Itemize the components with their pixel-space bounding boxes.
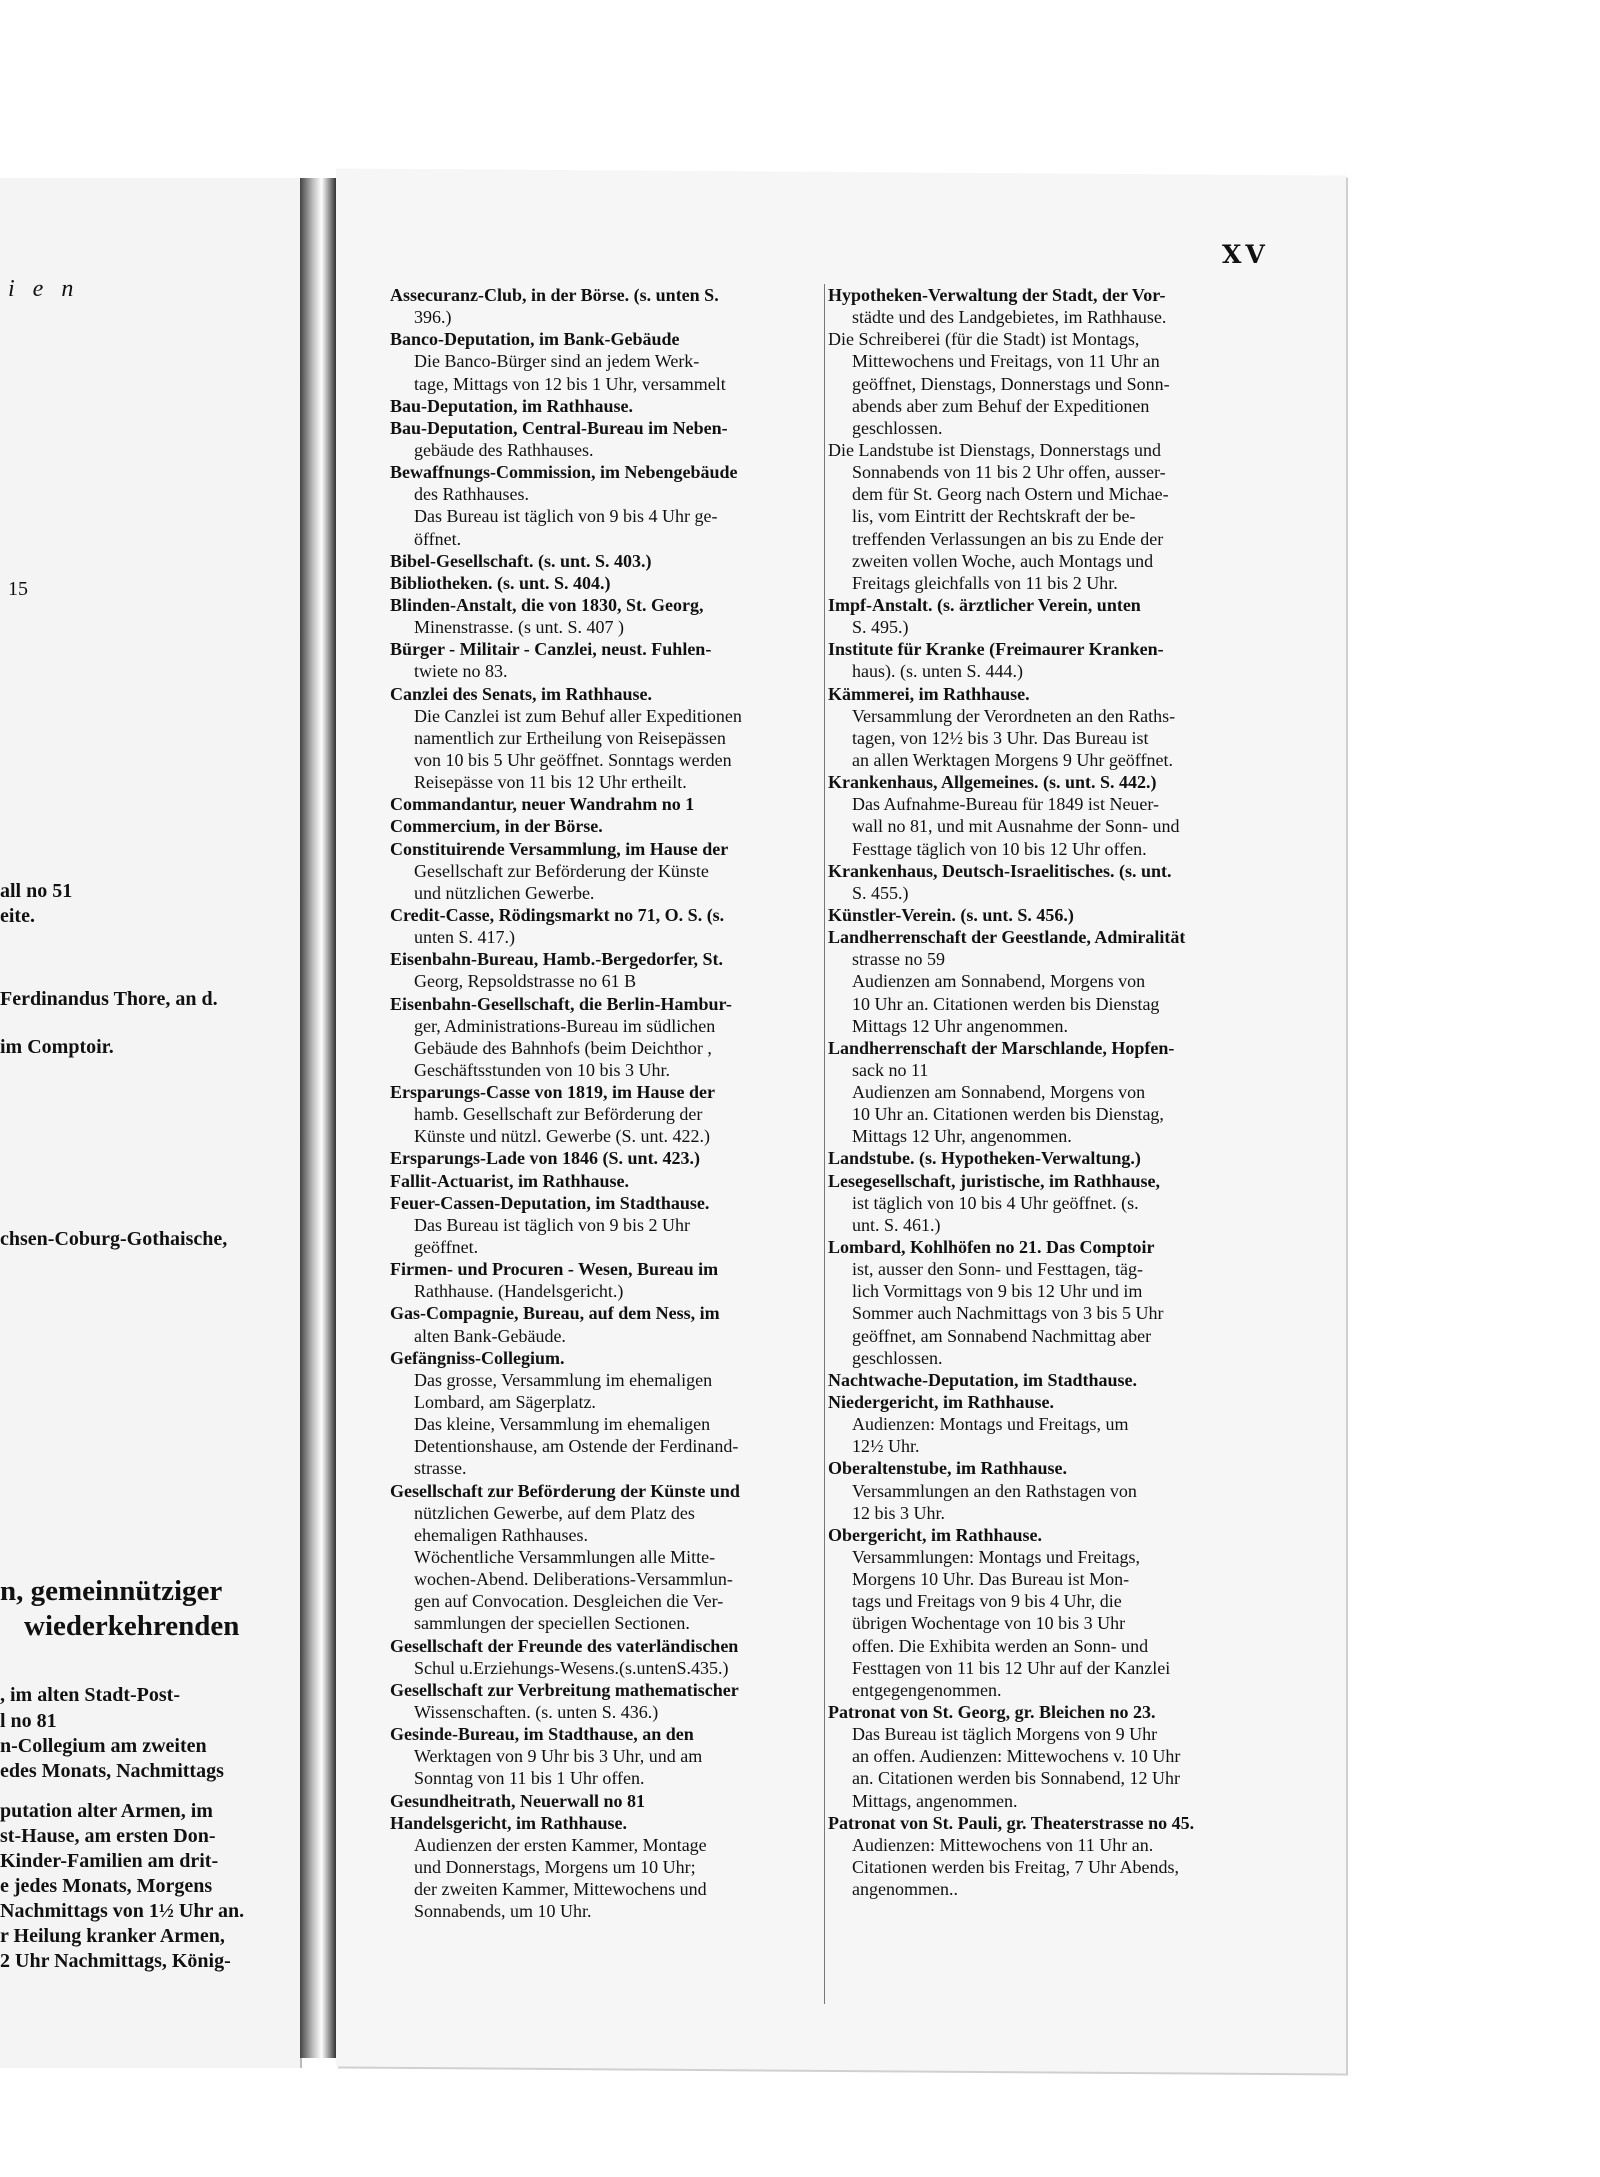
directory-line: Mittags 12 Uhr, angenommen. [852, 1126, 1072, 1147]
directory-entry-heading: Ersparungs-Lade von 1846 (S. unt. 423.) [390, 1148, 701, 1169]
directory-line: ger, Administrations-Bureau im südlichen [414, 1015, 716, 1036]
directory-line: 10 Uhr an. Citationen werden bis Dienstag, [852, 1104, 1164, 1125]
directory-entry-heading: Impf-Anstalt. (s. ärztlicher Verein, unten [828, 594, 1141, 615]
directory-line: Audienzen am Sonnabend, Morgens von [852, 1082, 1146, 1103]
directory-line: wochen-Abend. Deliberations-Versammlun- [414, 1569, 733, 1590]
directory-line: 12 bis 3 Uhr. [852, 1502, 946, 1523]
directory-line: Audienzen am Sonnabend, Morgens von [852, 971, 1146, 992]
directory-entry-heading: Gesinde-Bureau, im Stadthause, an den [390, 1724, 694, 1745]
left-page-line: im Comptoir. [0, 1036, 114, 1058]
left-page-line: eite. [0, 905, 35, 927]
directory-line: Citationen werden bis Freitag, 7 Uhr Abends, [852, 1856, 1179, 1877]
left-page-line: i e n [8, 276, 80, 302]
directory-entry-heading: Bewaffnungs-Commission, im Nebengebäude [390, 462, 738, 483]
directory-line: 396.) [414, 307, 452, 328]
directory-entry-heading: Oberaltenstube, im Rathhause. [828, 1458, 1068, 1479]
directory-line: Freitags gleichfalls von 11 bis 2 Uhr. [852, 572, 1118, 593]
directory-line: Audienzen der ersten Kammer, Montage [414, 1834, 707, 1855]
directory-line: Das Bureau ist täglich von 9 bis 2 Uhr [414, 1214, 690, 1235]
directory-line: Die Banco-Bürger sind an jedem Werk- [414, 351, 700, 372]
left-page-line: st-Hause, am ersten Don- [0, 1825, 216, 1847]
directory-entry-heading: Constituirende Versammlung, im Hause der [390, 838, 729, 859]
directory-line: Audienzen: Montags und Freitags, um [852, 1414, 1129, 1435]
directory-line: Werktagen von 9 Uhr bis 3 Uhr, und am [414, 1746, 703, 1767]
directory-entry-heading: Gefängniss-Collegium. [390, 1347, 565, 1368]
left-page-fragment [0, 178, 302, 2068]
directory-line: Das Bureau ist täglich Morgens von 9 Uhr [852, 1724, 1158, 1745]
directory-line: geschlossen. [852, 1347, 943, 1368]
directory-line: und Donnerstags, Morgens um 10 Uhr; [414, 1856, 696, 1877]
directory-line: abends aber zum Behuf der Expeditionen [852, 395, 1150, 416]
directory-line: twiete no 83. [414, 661, 508, 682]
directory-line: zweiten vollen Woche, auch Montags und [852, 550, 1154, 571]
directory-line: Sommer auch Nachmittags von 3 bis 5 Uhr [852, 1303, 1164, 1324]
directory-line: offen. Die Exhibita werden an Sonn- und [852, 1635, 1149, 1656]
directory-line: haus). (s. unten S. 444.) [852, 661, 1023, 682]
directory-line: nützlichen Gewerbe, auf dem Platz des [414, 1502, 695, 1523]
directory-entry-heading: Feuer-Cassen-Deputation, im Stadthause. [390, 1192, 710, 1213]
page-number: XV [1222, 240, 1269, 269]
directory-line: ist täglich von 10 bis 4 Uhr geöffnet. (s. [852, 1192, 1139, 1213]
directory-line: hamb. Gesellschaft zur Beförderung der [414, 1104, 703, 1125]
directory-entry-heading: Krankenhaus, Deutsch-Israelitisches. (s. unt. [828, 860, 1172, 881]
directory-column-right [828, 284, 1266, 1900]
directory-line: Geschäftsstunden von 10 bis 3 Uhr. [414, 1059, 670, 1080]
directory-line: lich Vormittags von 9 bis 12 Uhr und im [852, 1281, 1143, 1302]
directory-entry-heading: Bau-Deputation, Central-Bureau im Neben- [390, 417, 728, 438]
directory-entry-heading: Landherrenschaft der Marschlande, Hopfen- [828, 1037, 1175, 1058]
directory-line: Gebäude des Bahnhofs (beim Deichthor , [414, 1037, 712, 1058]
directory-line: geschlossen. [852, 417, 943, 438]
directory-line: strasse no 59 [852, 949, 945, 970]
directory-line: Das kleine, Versammlung im ehemaligen [414, 1414, 711, 1435]
directory-line: tags und Freitags von 9 bis 4 Uhr, die [852, 1591, 1122, 1612]
directory-line: Wissenschaften. (s. unten S. 436.) [414, 1702, 659, 1722]
directory-entry-heading: Hypotheken-Verwaltung der Stadt, der Vor- [828, 285, 1166, 305]
directory-line: Georg, Repsoldstrasse no 61 B [414, 971, 637, 992]
directory-entry-heading: Firmen- und Procuren - Wesen, Bureau im [390, 1259, 719, 1280]
directory-line: ehemaligen Rathhauses. [414, 1524, 588, 1545]
directory-entry-heading: Gesellschaft zur Beförderung der Künste und [390, 1480, 740, 1501]
directory-line: treffenden Verlassungen an bis zu Ende der [852, 528, 1164, 549]
directory-line: Rathhause. (Handelsgericht.) [414, 1281, 624, 1302]
directory-line: des Rathhauses. [414, 484, 529, 505]
directory-entry-heading: Nachtwache-Deputation, im Stadthause. [828, 1369, 1138, 1390]
directory-line: unt. S. 461.) [852, 1214, 941, 1235]
directory-line: gen auf Convocation. Desgleichen die Ver- [414, 1591, 724, 1612]
directory-entry-heading: Assecuranz-Club, in der Börse. (s. unten S. [390, 285, 719, 305]
directory-entry-heading: Eisenbahn-Bureau, Hamb.-Bergedorfer, St. [390, 949, 724, 970]
directory-entry-heading: Gesellschaft der Freunde des vaterländischen [390, 1635, 739, 1656]
directory-entry-heading: Bürger - Militair - Canzlei, neust. Fuhlen- [390, 639, 712, 660]
directory-line: der zweiten Kammer, Mittewochens und [414, 1879, 707, 1900]
directory-entry-heading: Patronat von St. Georg, gr. Bleichen no 23. [828, 1702, 1156, 1722]
directory-line: Minenstrasse. (s unt. S. 407 ) [414, 617, 624, 638]
directory-entry-heading: Credit-Casse, Rödingsmarkt no 71, O. S. (s. [390, 904, 725, 925]
directory-line: Gesellschaft zur Beförderung der Künste [414, 860, 709, 881]
directory-line: entgegengenommen. [852, 1679, 1002, 1700]
directory-line: ist, ausser den Sonn- und Festtagen, täg- [852, 1259, 1143, 1280]
directory-line: Festtage täglich von 10 bis 12 Uhr offen. [852, 838, 1147, 859]
directory-line: alten Bank-Gebäude. [414, 1325, 566, 1346]
directory-line: sammlungen der speciellen Sectionen. [414, 1613, 690, 1634]
left-page-line: putation alter Armen, im [0, 1800, 213, 1822]
directory-line: Die Landstube ist Dienstags, Donnerstags und [828, 439, 1161, 460]
directory-entry-heading: Commercium, in der Börse. [390, 816, 603, 837]
left-page-heading-line: n, gemeinnütziger [0, 1575, 223, 1607]
directory-line: Sonnabends von 11 bis 2 Uhr offen, ausser- [852, 462, 1166, 483]
left-page-line: all no 51 [0, 880, 73, 902]
directory-line: S. 495.) [852, 617, 909, 638]
directory-line: Lombard, am Sägerplatz. [414, 1392, 596, 1413]
directory-line: Mittewochens und Freitags, von 11 Uhr an [852, 351, 1160, 372]
book-gutter [300, 178, 336, 2058]
directory-entry-heading: Canzlei des Senats, im Rathhause. [390, 683, 653, 704]
directory-line: Die Schreiberei (für die Stadt) ist Montags, [828, 329, 1140, 350]
directory-entry-heading: Landherrenschaft der Geestlande, Admiralität [828, 927, 1186, 948]
directory-entry-heading: Gesellschaft zur Verbreitung mathematischer [390, 1679, 739, 1700]
left-page-line: , im alten Stadt-Post- [0, 1684, 180, 1706]
directory-column-left [390, 284, 822, 1922]
directory-entry-heading: Commandantur, neuer Wandrahm no 1 [390, 794, 695, 815]
directory-entry-heading: Lombard, Kohlhöfen no 21. Das Comptoir [828, 1237, 1155, 1258]
directory-line: angenommen.. [852, 1879, 958, 1900]
directory-entry-heading: Institute für Kranke (Freimaurer Kranken- [828, 639, 1164, 660]
directory-entry-heading: Patronat von St. Pauli, gr. Theaterstrasse no 45. [828, 1812, 1195, 1833]
directory-line: 10 Uhr an. Citationen werden bis Dienstag [852, 993, 1160, 1014]
directory-line: städte und des Landgebietes, im Rathhause. [852, 307, 1167, 328]
directory-entry-heading: Künstler-Verein. (s. unt. S. 456.) [828, 904, 1074, 925]
directory-line: lis, vom Eintritt der Rechtskraft der be- [852, 506, 1136, 527]
column-divider [824, 284, 825, 2004]
directory-entry-heading: Handelsgericht, im Rathhause. [390, 1812, 628, 1833]
left-page-line: e jedes Monats, Morgens [0, 1875, 213, 1897]
directory-entry-heading: Kämmerei, im Rathhause. [828, 683, 1030, 704]
directory-line: übrigen Wochentage von 10 bis 3 Uhr [852, 1613, 1126, 1634]
directory-line: geöffnet, am Sonnabend Nachmittag aber [852, 1325, 1152, 1346]
directory-entry-heading: Gesundheitrath, Neuerwall no 81 [390, 1790, 646, 1811]
directory-line: dem für St. Georg nach Ostern und Michae- [852, 484, 1169, 505]
left-page-heading-line: wiederkehrenden [24, 1610, 240, 1642]
directory-line: Künste und nützl. Gewerbe (S. unt. 422.) [414, 1126, 710, 1147]
left-page-line: 15 [8, 578, 28, 600]
directory-entry-heading: Lesegesellschaft, juristische, im Rathhause, [828, 1170, 1160, 1191]
directory-entry-heading: Gas-Compagnie, Bureau, auf dem Ness, im [390, 1303, 720, 1324]
directory-line: Das grosse, Versammlung im ehemaligen [414, 1369, 713, 1390]
directory-line: Die Canzlei ist zum Behuf aller Expeditionen [414, 705, 742, 726]
directory-line: Versammlung der Verordneten an den Raths- [852, 705, 1176, 726]
directory-line: Das Aufnahme-Bureau für 1849 ist Neuer- [852, 794, 1160, 815]
left-page-line: n-Collegium am zweiten [0, 1735, 207, 1757]
directory-entry-heading: Fallit-Actuarist, im Rathhause. [390, 1170, 629, 1191]
directory-line: sack no 11 [852, 1059, 929, 1080]
directory-line: Versammlungen: Montags und Freitags, [852, 1547, 1140, 1568]
directory-entry-heading: Krankenhaus, Allgemeines. (s. unt. S. 442.) [828, 772, 1157, 793]
directory-line: Audienzen: Mittewochens von 11 Uhr an. [852, 1834, 1154, 1855]
directory-line: Reisepässe von 11 bis 12 Uhr ertheilt. [414, 772, 687, 793]
directory-entry-heading: Ersparungs-Casse von 1819, im Hause der [390, 1082, 716, 1103]
directory-line: Wöchentliche Versammlungen alle Mitte- [414, 1547, 716, 1568]
directory-entry-heading: Obergericht, im Rathhause. [828, 1524, 1042, 1545]
directory-line: Sonnabends, um 10 Uhr. [414, 1901, 592, 1922]
directory-entry-heading: Blinden-Anstalt, die von 1830, St. Georg, [390, 594, 704, 615]
directory-entry-heading: Bau-Deputation, im Rathhause. [390, 395, 634, 416]
left-page-line: r Heilung kranker Armen, [0, 1925, 225, 1947]
left-page-line: chsen-Coburg-Gothaische, [0, 1228, 228, 1250]
directory-line: an. Citationen werden bis Sonnabend, 12 Uhr [852, 1768, 1180, 1789]
directory-entry-heading: Landstube. (s. Hypotheken-Verwaltung.) [828, 1148, 1141, 1169]
directory-line: an offen. Audienzen: Mittewochens v. 10 Uhr [852, 1746, 1181, 1767]
directory-line: wall no 81, und mit Ausnahme der Sonn- und [852, 816, 1180, 837]
directory-line: Sonntag von 11 bis 1 Uhr offen. [414, 1768, 645, 1789]
directory-entry-heading: Bibliotheken. (s. unt. S. 404.) [390, 572, 611, 593]
directory-line: öffnet. [414, 528, 462, 549]
directory-line: unten S. 417.) [414, 927, 515, 948]
directory-line: namentlich zur Ertheilung von Reisepässen [414, 727, 726, 748]
left-page-line: Ferdinandus Thore, an d. [0, 988, 218, 1010]
directory-line: geöffnet, Dienstags, Donnerstags und Sonn- [852, 373, 1170, 394]
directory-line: tagen, von 12½ bis 3 Uhr. Das Bureau ist [852, 727, 1149, 748]
directory-line: Detentionshause, am Ostende der Ferdinand- [414, 1436, 739, 1457]
directory-entry-heading: Banco-Deputation, im Bank-Gebäude [390, 329, 680, 350]
directory-line: geöffnet. [414, 1237, 479, 1258]
directory-line: Festtagen von 11 bis 12 Uhr auf der Kanzlei [852, 1657, 1171, 1678]
left-page-line: Kinder-Familien am drit- [0, 1850, 219, 1872]
directory-line: 12½ Uhr. [852, 1436, 920, 1457]
left-page-line: edes Monats, Nachmittags [0, 1760, 224, 1782]
directory-line: Morgens 10 Uhr. Das Bureau ist Mon- [852, 1569, 1130, 1590]
directory-line: von 10 bis 5 Uhr geöffnet. Sonntags werden [414, 749, 732, 770]
directory-line: tage, Mittags von 12 bis 1 Uhr, versammelt [414, 373, 726, 394]
directory-line: S. 455.) [852, 882, 909, 903]
directory-line: an allen Werktagen Morgens 9 Uhr geöffnet. [852, 749, 1173, 770]
directory-line: Das Bureau ist täglich von 9 bis 4 Uhr ge- [414, 506, 718, 527]
directory-line: strasse. [414, 1458, 467, 1479]
left-page-line: Nachmittags von 1½ Uhr an. [0, 1900, 245, 1922]
directory-line: Versammlungen an den Rathstagen von [852, 1480, 1137, 1501]
directory-line: Mittags 12 Uhr angenommen. [852, 1015, 1068, 1036]
directory-entry-heading: Eisenbahn-Gesellschaft, die Berlin-Hambur- [390, 993, 732, 1014]
directory-line: Mittags, angenommen. [852, 1790, 1018, 1811]
directory-line: Schul u.Erziehungs-Wesens.(s.untenS.435.) [414, 1657, 729, 1678]
directory-line: und nützlichen Gewerbe. [414, 882, 595, 903]
left-page-line: 2 Uhr Nachmittags, König- [0, 1950, 231, 1972]
left-page-line: l no 81 [0, 1710, 57, 1732]
directory-entry-heading: Bibel-Gesellschaft. (s. unt. S. 403.) [390, 550, 652, 571]
directory-entry-heading: Niedergericht, im Rathhause. [828, 1392, 1054, 1413]
directory-line: gebäude des Rathhauses. [414, 439, 594, 460]
